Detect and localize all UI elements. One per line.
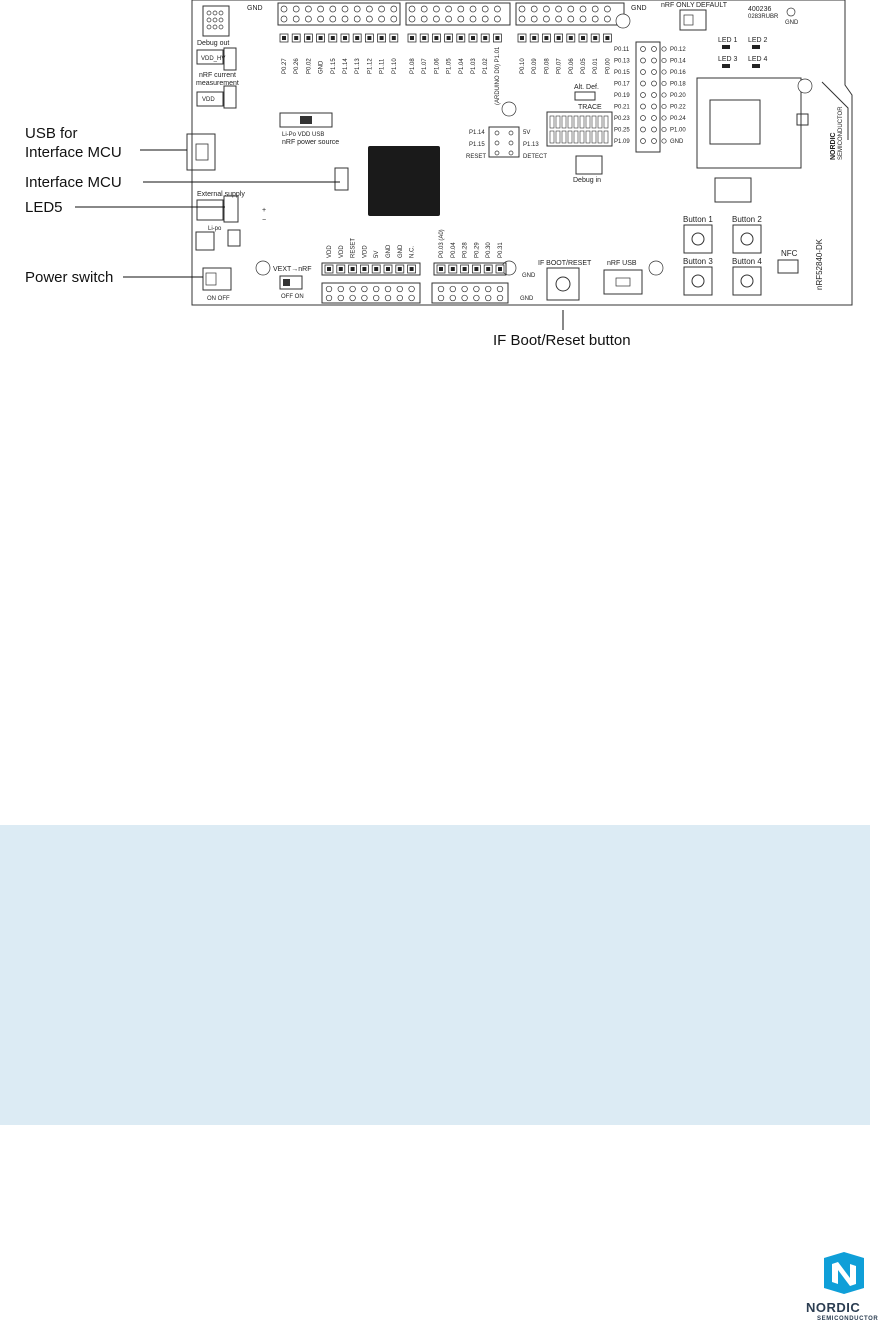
if-boot-reset-button [547,268,579,300]
bottom-pin-label: GND [397,244,404,258]
button-1-label: Button 1 [683,215,713,224]
right-pin-label: P0.15 [614,70,630,76]
current-measurement-label-1: nRF current [199,72,236,79]
pin-label: P1.12 [367,58,374,74]
nrf-power-source-label: nRF power source [282,139,340,146]
default-label: DEFAULT [696,2,727,9]
pin-label: P1.11 [379,58,386,74]
nrf-usb-label: nRF USB [607,260,637,267]
led-4-label: LED 4 [748,56,768,63]
nordic-brand-text: NORDIC [806,1300,861,1315]
button-4 [733,267,761,295]
right-pin-label: P0.24 [670,116,686,122]
nfc-connector [778,260,798,273]
button-2-label: Button 2 [732,215,762,224]
vdd-label: VDD [202,97,215,103]
pin-label: P0.10 [520,58,526,74]
pin-label: P1.02 [483,58,490,74]
bottom-header-row-left [322,283,420,303]
lipo-label: Li-po [208,226,222,232]
power-switch-on-off-label: ON OFF [207,296,230,302]
bottom-pin-label: P0.31 [498,242,504,258]
pin-label: P1.13 [355,58,362,74]
button-3 [684,267,712,295]
pin-label: P1.05 [446,58,453,74]
gnd-top-left-label: GND [247,5,263,12]
pin-label: P0.07 [556,58,563,74]
pin-label: P1.15 [330,58,337,74]
right-pin-label: GND [670,139,684,145]
button-group [683,215,762,295]
top-header-left-pins [281,6,397,22]
pin-label: GND [318,60,325,74]
power-source-options: Li-Po VDD USB [282,132,325,138]
pin-label: P1.08 [410,58,416,74]
debug-in-label: Debug in [573,177,602,184]
pin-label: P1.14 [343,58,349,74]
info-box [0,825,870,1125]
center-pin-right-2: P1.13 [523,142,539,148]
bottom-pin-label: VDD [362,245,369,258]
svg-text:+: + [262,207,267,214]
right-pin-label: P0.20 [670,93,686,99]
vext-nrf-label: VEXT→nRF [273,266,312,273]
top-pin-labels-right [520,58,611,74]
part-number: 400236 [748,6,772,13]
center-pin-left-3: RESET [466,154,487,160]
right-pin-label: P0.25 [614,127,630,134]
gnd-bottom-right-label: GND [520,296,534,302]
trace-label: TRACE [578,104,602,111]
pin-row-mid [408,34,501,42]
top-header-mid [406,3,510,25]
bottom-pin-label: VDD [327,245,333,258]
led-3-label: LED 3 [718,56,738,63]
center-pin-left-2: P1.15 [469,142,485,148]
nrf52840-chip [710,100,760,144]
revision-code: 0283RUBR [748,14,779,20]
board-nordic-logo: NORDIC [830,132,837,160]
pin-label: P0.09 [532,58,539,74]
pin-label: P0.00 [605,58,612,74]
top-header-mid-pins [409,6,500,22]
trace-pins [550,116,608,143]
bottom-pin-label: VDD [338,245,345,258]
interface-mcu-chip [368,146,440,216]
right-pin-label: P0.18 [670,81,686,88]
pin-label: P0.08 [544,58,551,74]
center-pin-right-3: DETECT [523,154,547,160]
l2-component [715,178,751,202]
button-4-label: Button 4 [732,257,762,266]
right-pin-label: P0.14 [670,58,686,65]
right-pin-label: P1.00 [670,127,686,134]
pin-label: P1.07 [422,58,429,74]
board-semiconductor-label: SEMICONDUCTOR [838,106,844,160]
board-name: nRF52840-DK [815,238,824,290]
nordic-tagline: SEMICONDUCTOR [817,1316,879,1322]
right-pin-label: P0.22 [670,104,686,111]
gnd-bottom-mid-label: GND [522,273,536,279]
arduino-d0-label: (ARDUINO D0) P1.01 [495,46,501,105]
power-switch-callout: Power switch [25,269,114,286]
bottom-analog-pins [437,265,504,273]
right-pin-label: P0.12 [670,47,686,53]
debug-out-label: Debug out [197,40,230,47]
gnd-corner-label: GND [785,20,799,26]
lipo-connector [196,232,214,250]
led-group [718,37,768,68]
bottom-pin-label: P0.29 [474,242,481,258]
led-1-label: LED 1 [718,37,738,44]
bottom-pin-label: N.C. [409,246,416,258]
right-pin-label: P0.13 [614,58,630,65]
debug-in-header [576,156,602,174]
right-pin-label: P1.09 [614,139,630,145]
bottom-row-pins [326,286,503,301]
center-header [489,127,519,157]
gnd-top-right-label: GND [631,5,647,12]
pin-row-left [280,34,398,42]
center-pin-left-1: P1.14 [469,130,485,136]
if-boot-reset-callout: IF Boot/Reset button [493,332,631,349]
pin-label: P0.01 [593,58,600,74]
nrf52840-module [697,78,801,168]
bottom-power-pins [325,265,416,273]
right-pin-label: P0.19 [614,93,630,99]
debug-out-pins [207,11,223,29]
interface-mcu-callout: Interface MCU [25,174,122,191]
board-diagram [0,0,890,360]
led5-callout: LED5 [25,199,63,216]
bottom-pin-label: P0.03 (A0) [439,229,445,258]
pin-label: P0.06 [568,58,575,74]
nfc-label: NFC [781,249,798,258]
external-supply-label: External supply [197,191,245,198]
led-2-label: LED 2 [748,37,768,44]
vdd-hv-label: VDD_HV [201,56,226,62]
pin-label: P1.06 [434,58,441,74]
pin-row-right [518,34,611,42]
bottom-pin-label: RESET [350,237,357,258]
if-boot-reset-board-label: IF BOOT/RESET [538,260,592,267]
top-pin-labels-left [282,58,398,74]
pin-label: P0.26 [294,58,301,74]
pin-label: P1.03 [471,58,477,74]
button-2 [733,225,761,253]
right-header-pins [614,47,686,146]
right-pin-label: P0.16 [670,70,686,76]
nrf-only-label: nRF ONLY [661,2,695,9]
top-pin-labels-mid [410,58,489,74]
pin-label: P1.10 [391,58,398,74]
pin-label: P0.05 [581,58,587,74]
current-measurement-label-2: measurement [196,80,239,87]
center-pin-right-1: 5V [523,130,531,136]
bottom-pin-label: P0.28 [462,242,469,258]
button-1 [684,225,712,253]
usb-interface-mcu-callout: USB for Interface MCU [25,125,122,161]
bottom-pin-label: 5V [374,250,381,258]
button-3-label: Button 3 [683,257,713,266]
right-header [636,42,660,152]
bottom-power-labels [327,238,416,258]
board-illustration [0,0,890,360]
bottom-pin-label: P0.30 [486,242,493,258]
pin-label: P0.02 [306,58,313,74]
vext-off-on-label: OFF ON [281,294,304,300]
top-header-right-pins [519,6,610,22]
right-pin-label: P0.11 [614,47,630,53]
bottom-pin-label: GND [386,244,392,258]
pin-label: P0.27 [282,58,288,74]
right-pin-label: P0.17 [614,81,630,88]
svg-text:−: − [262,217,267,224]
pin-label: P1.04 [458,58,465,74]
alt-def-label: Alt. Def. [574,84,599,91]
right-pin-label: P0.21 [614,104,630,111]
bottom-analog-labels [439,229,504,258]
external-supply-connector [197,200,223,220]
bottom-pin-label: P0.04 [450,242,457,258]
right-pin-label: P0.23 [614,116,630,122]
